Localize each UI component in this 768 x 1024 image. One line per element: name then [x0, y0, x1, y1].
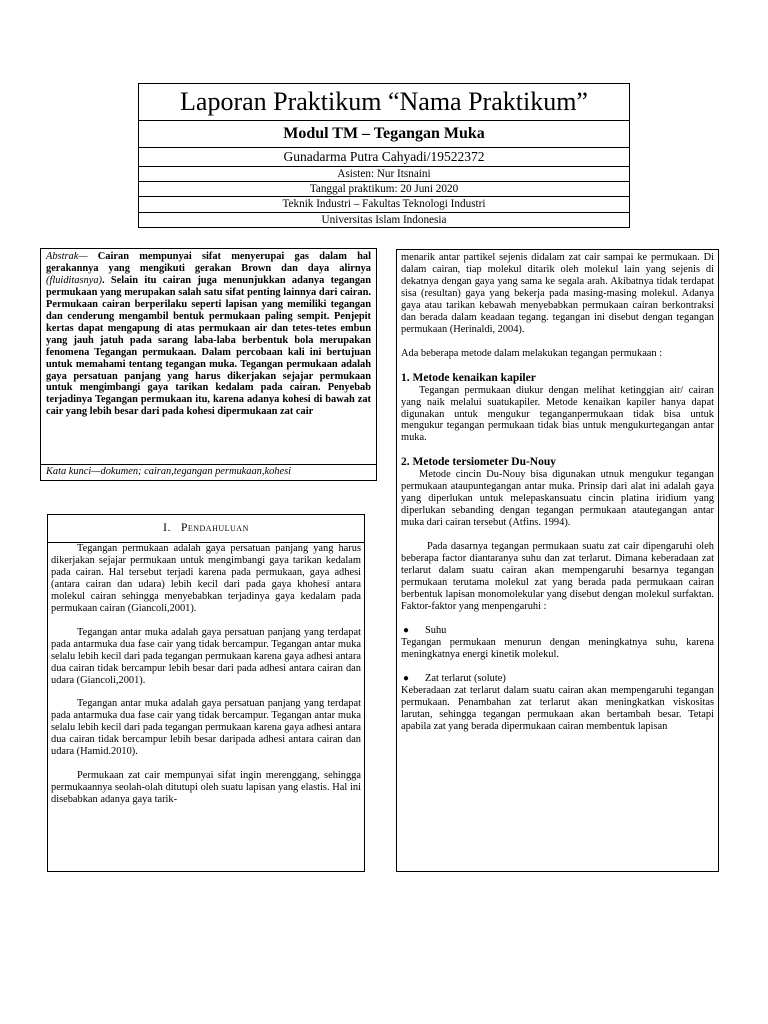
- date-line: Tanggal praktikum: 20 Juni 2020: [139, 182, 629, 197]
- assistant-line: Asisten: Nur Itsnaini: [139, 167, 629, 182]
- abstract-italic: (fluiditasnya): [46, 274, 102, 286]
- abstract-part1: Cairan mempunyai sifat menyerupai gas dalam hal gerakannya yang mengikuti gerakan Brown dan daya alirnya: [46, 251, 371, 274]
- abstract-lead: Abstrak—: [46, 251, 88, 262]
- header-table: [138, 83, 630, 228]
- intro-paragraph: Tegangan antar muka adalah gaya persatuan panjang yang terdapat pada antarmuka dua fase cair yang tidak bercampur. Tegangan antar muka selalu lebih kecil dari pada tegangan permukaan karena gaya adhesi antara dua cairan tidak bercampur lebih besar dari pada adhesi antara cairan dan udara (Giancoli,2001).: [51, 626, 361, 686]
- bullet-label: Zat terlarut (solute): [425, 672, 506, 684]
- section-title: Pendahuluan: [180, 522, 249, 534]
- right-column: [396, 249, 719, 872]
- introduction-text: [48, 543, 364, 806]
- section-number: I.: [163, 522, 171, 534]
- introduction-section: [47, 514, 365, 872]
- bullet-icon: ●: [403, 672, 410, 684]
- abstract-part2: . Selain itu cairan juga menunjukkan adanya tegangan permukaan yang merupakan salah satu sifat penting lainnya dari cairan. Permukaan cairan berperilaku seperti lapisan yang memiliki tegangan dan cenderung mengambil bentuk permukaan paling sempit. Penjepit kertas dapat mengapung di atas permukaan air dan tetes-tetes embun yang jauh jatuh pada sarang laba-laba berbentuk bola merupakan fenomena Tegangan permukaan. Dalam percobaan kali ini bertujuan untuk memahami tentang tegangan muka. Tegangan permukaan adalah gaya persatuan panjang yang harus dikerjakan sejajar permukaan untuk mengimbangi gaya tarikan kedalam pada cairan. Penyebab terjadinya Tegangan permukaan itu, karena adanya kohesi di bawah zat cair yang lebih besar dari pada kohesi dipermukaan zat cair: [46, 274, 371, 418]
- bullet-icon: ●: [403, 624, 410, 636]
- author-line: Gunadarma Putra Cahyadi/19522372: [139, 148, 629, 167]
- section-heading: [48, 515, 364, 543]
- abstract-text: [41, 249, 376, 418]
- intro-paragraph: Tegangan permukaan adalah gaya persatuan panjang yang harus dikerjakan sejajar permukaan untuk mengimbangi gaya tarikan kedalam pada cairan. Hal tersebut terjadi karena pada permukaan, gaya adhesi (antara cairan dan udara) lebih kecil dari pada gaya khohesi antara molekul cairan sehingga menyebabkan terjadinya gaya kedalam pada permukaan cairan (Giancoli,2001).: [51, 543, 361, 614]
- module-title: Modul TM – Tegangan Muka: [139, 121, 629, 148]
- keywords-line: Kata kunci—dokumen; cairan,tegangan permukaan,kohesi: [41, 464, 376, 480]
- method-paragraph: Metode cincin Du-Nouy bisa digunakan utnuk mengukur tegangan permukaan ataupuntegangan antar muka. Prinsip dari alat ini adalah gaya yang diperlukan untuk melepaskansuatu cincin platina iridium yang diperlukan sebanding dengan tegangan permukaan atautegangan antar muka dari cairan tersebut (Atfins. 1994).: [401, 469, 714, 529]
- intro-paragraph: Permukaan zat cair mempunyai sifat ingin merenggang, sehingga permukaannya seolah-olah ditutupi oleh suatu lapisan yang elastis. Hal ini disebabkan adanya gaya tarik-: [51, 770, 361, 806]
- bullet-label: Suhu: [425, 624, 447, 636]
- bullet-item: [401, 625, 714, 637]
- method-paragraph: Tegangan permukaan diukur dengan melihat ketinggian air/ cairan yang naik melalui suatukapiler. Metode kenaikan kapiler hanya dapat digunakan untuk mengukur teganganpermukaan tidak bisa untuk mengukur tegangan permukaan tidak bias untuk mengukurtegangan antar muka.: [401, 384, 714, 444]
- right-column-text: [397, 250, 718, 733]
- abstract-box: [40, 248, 377, 481]
- method-heading: 1. Metode kenaikan kapiler: [401, 371, 536, 384]
- department-line: Teknik Industri – Fakultas Teknologi Industri: [139, 197, 629, 212]
- bullet-paragraph: Keberadaan zat terlarut dalam suatu cairan akan mempengaruhi tegangan permukaan. Penambahan zat terlarut akan meningkatkan viskositas larutan, sehingga tegangan permukaan akan bertambah besar. Tetapi apabila zat yang berada dipermukaan cairan membentuk lapisan: [401, 684, 714, 732]
- method-heading: 2. Metode tersiometer Du-Nouy: [401, 456, 556, 469]
- bullet-item: [401, 673, 714, 685]
- body-paragraph: menarik antar partikel sejenis didalam zat cair sampai ke permukaan. Di dalam cairan, tiap molekul ditarik oleh molekul lain yang sejenis di dekatnya dengan gaya yang sama ke segala arah. Akibatnya tidak terdapat sisa (resultan) gaya yang bekerja pada masing-masing molekul. Adanya gaya atau tarikan kebawah menyebabkan permukaan cairan berkontraksi dan berada dalam keadaan tegang. tegangan ini disebut dengan tegangan permukaan (Herinaldi, 2004).: [401, 252, 714, 335]
- university-line: Universitas Islam Indonesia: [321, 213, 447, 226]
- bullet-paragraph: Tegangan permukaan menurun dengan meningkatnya suhu, karena meningkatnya energi kinetik molekul.: [401, 636, 714, 660]
- report-title: Laporan Praktikum “Nama Praktikum”: [139, 84, 629, 121]
- intro-paragraph: Tegangan antar muka adalah gaya persatuan panjang yang terdapat pada antarmuka dua fase cair yang tidak bercampur. Tegangan antar muka selalu lebih kecil dari pada tegangan permukaan karena gaya adhesi antara dua cairan tidak bercampur lebih besar daripada adhesi antara cairan dan udara (Hamid.2010).: [51, 698, 361, 758]
- body-paragraph: Pada dasarnya tegangan permukaan suatu zat cair dipengaruhi oleh beberapa factor diantaranya suhu dan zat terlarut. Dimana keberadaan zat terlarut dalam suatu cairan akan mempengaruhi besarnya tegangan permukaan terutama molekul zat yang berada pada permukaan cairan berbentuk lapisan monomolekular yang disebut dengan molekul surfaktan. Faktor-faktor yang menpengaruhi :: [401, 541, 714, 612]
- body-paragraph: Ada beberapa metode dalam melakukan tegangan permukaan :: [401, 347, 663, 359]
